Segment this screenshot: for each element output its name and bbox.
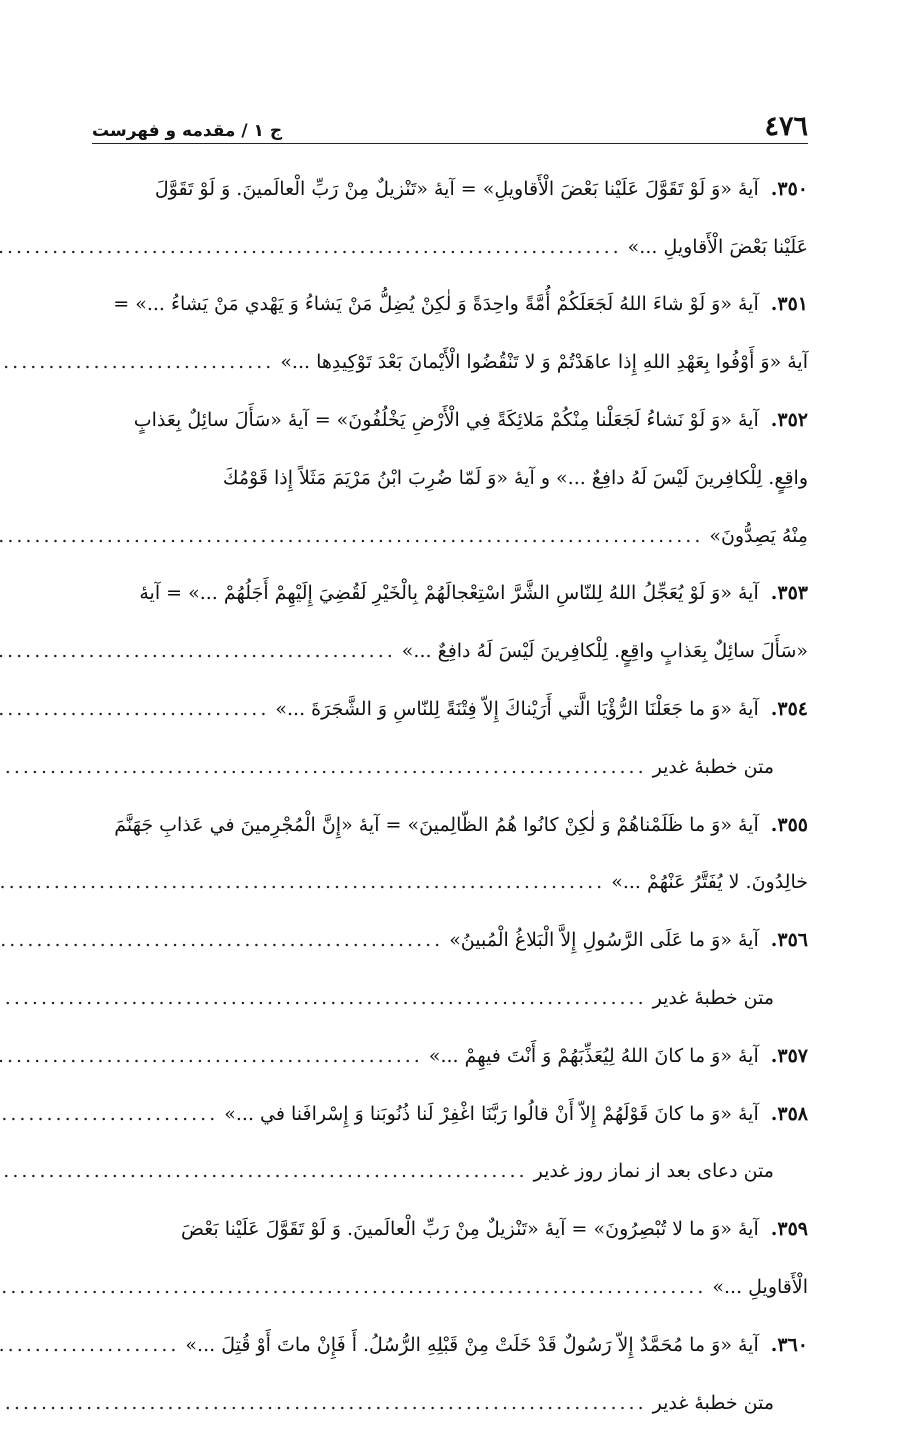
running-head: ج ١ / مقدمه و فهرست <box>92 121 283 141</box>
toc-line <box>92 680 808 738</box>
entry-number: ٣٥٣. <box>770 582 808 605</box>
dot-leader <box>0 871 605 893</box>
toc-line <box>92 796 808 854</box>
dot-leader <box>0 525 703 547</box>
toc-entry <box>92 969 808 1027</box>
toc-line <box>92 565 808 623</box>
entry-text: خالِدُونَ. لا يُفَتَّرُ عَنْهُمْ ...» <box>611 871 808 894</box>
toc-entry <box>92 738 808 796</box>
toc-entry <box>92 1200 808 1316</box>
table-of-contents <box>92 160 808 1432</box>
toc-line <box>92 1374 808 1432</box>
toc-line <box>92 333 808 391</box>
entry-number: ٣٥٧. <box>770 1044 808 1067</box>
entry-text: عَلَيْنا بَعْضَ الْأَقاويلِ ...» <box>627 235 808 258</box>
entry-text: متن خطبهٔ غدير <box>652 987 774 1010</box>
page-header <box>92 96 808 140</box>
dot-leader <box>0 640 396 662</box>
toc-line <box>92 1085 808 1143</box>
toc-entry <box>92 1085 808 1143</box>
toc-line <box>92 160 808 218</box>
toc-line <box>92 854 808 912</box>
header-rule <box>92 143 808 144</box>
entry-text: آیهٔ «وَ أَوْفُوا بِعَهْدِ اللهِ إِذا عاهَدْتُمْ وَ لا تَنْقُضُوا الْأَيْمانَ بَعْدَ تَوْكِيدِها ...» <box>280 351 808 374</box>
toc-entry <box>92 1027 808 1085</box>
entry-text: آیهٔ «وَ ما لا تُبْصِرُونَ» = آیهٔ «تَنْزيلٌ مِنْ رَبِّ الْعالَمينَ. وَ لَوْ تَقَوَّلَ عَلَيْنا بَعْضَ <box>180 1218 759 1241</box>
toc-line <box>92 507 808 565</box>
toc-line <box>92 1200 808 1258</box>
dot-leader <box>0 1103 218 1125</box>
entry-number: ٣٥٦. <box>770 929 808 952</box>
entry-text: آیهٔ «وَ ما عَلَى الرَّسُولِ إِلاَّ الْبَلاغُ الْمُبينُ» <box>449 929 759 952</box>
dot-leader <box>0 698 269 720</box>
entry-number: ٣٥٩. <box>770 1218 808 1241</box>
dot-leader <box>0 1334 179 1356</box>
toc-entry <box>92 391 808 564</box>
dot-leader <box>0 1392 647 1414</box>
toc-line <box>92 622 808 680</box>
toc-line <box>92 218 808 276</box>
toc-entry <box>92 911 808 969</box>
dot-leader <box>0 1160 528 1182</box>
toc-entry <box>92 1374 808 1432</box>
dot-leader <box>0 987 647 1009</box>
entry-number: ٣٥٠. <box>770 177 808 200</box>
entry-text: آیهٔ «وَ ما جَعَلْنَا الرُّؤْيَا الَّتي أَرَيْناكَ إِلاّ فِتْنَةً لِلنّاسِ وَ الشَّجَرَةَ ...» <box>275 698 759 721</box>
toc-entry <box>92 1316 808 1374</box>
toc-line <box>92 911 808 969</box>
toc-entry <box>92 796 808 912</box>
toc-line <box>92 1143 808 1201</box>
entry-text: «سَأَلَ سائِلٌ بِعَذابٍ واقِعٍ. لِلْكافِرينَ لَيْسَ لَهُ دافِعٌ ...» <box>401 640 808 663</box>
entry-text: آیهٔ «وَ لَوْ يُعَجِّلُ اللهُ لِلنّاسِ الشَّرَّ اسْتِعْجالَهُمْ بِالْخَيْرِ لَقُضِيَ إِلَيْهِمْ أَجَلُهُمْ ...» = آیهٔ <box>139 582 759 605</box>
dot-leader <box>0 1045 423 1067</box>
entry-text: آیهٔ «وَ ما ظَلَمْناهُمْ وَ لٰكِنْ كانُوا هُمُ الظّالِمينَ» = آیهٔ «إِنَّ الْمُجْرِمينَ في عَذابِ جَهَنَّمَ <box>114 813 759 836</box>
toc-line <box>92 1027 808 1085</box>
entry-text: آیهٔ «وَ لَوْ تَقَوَّلَ عَلَيْنا بَعْضَ الْأَقاويلِ» = آیهٔ «تَنْزيلٌ مِنْ رَبِّ الْعالَمينَ. وَ لَوْ تَقَوَّلَ <box>154 177 759 200</box>
entry-text: آیهٔ «وَ ما كانَ اللهُ لِيُعَذِّبَهُمْ وَ أَنْتَ فيهِمْ ...» <box>428 1044 759 1067</box>
entry-text: متن دعای بعد از نماز روز غدير <box>533 1160 774 1183</box>
toc-line <box>92 391 808 449</box>
toc-line <box>92 1258 808 1316</box>
entry-text: آیهٔ «وَ ما مُحَمَّدٌ إِلاّ رَسُولٌ قَدْ خَلَتْ مِنْ قَبْلِهِ الرُّسُلُ. أَ فَإِنْ ماتَ أَوْ قُتِلَ ...» <box>185 1333 759 1356</box>
entry-text: متن خطبهٔ غدير <box>652 1391 774 1414</box>
entry-number: ٣٥٤. <box>770 698 808 721</box>
dot-leader <box>0 236 622 258</box>
toc-entry <box>92 565 808 681</box>
entry-number: ٣٥٥. <box>770 813 808 836</box>
dot-leader <box>0 756 647 778</box>
entry-text: الْأَقاويلِ ...» <box>712 1276 808 1299</box>
toc-line <box>92 969 808 1027</box>
toc-line <box>92 738 808 796</box>
toc-entry <box>92 276 808 392</box>
entry-text: واقِعٍ. لِلْكافِرينَ لَيْسَ لَهُ دافِعٌ ...» و آیهٔ «وَ لَمّا ضُرِبَ ابْنُ مَرْيَمَ مَثَلاً إِذا قَوْمُكَ <box>222 466 808 489</box>
entry-number: ٣٦٠. <box>770 1333 808 1356</box>
entry-text: آیهٔ «وَ لَوْ شاءَ اللهُ لَجَعَلَكُمْ أُمَّةً واحِدَةً وَ لٰكِنْ يُضِلُّ مَنْ يَشاءُ وَ يَهْدي مَنْ يَشاءُ ...» = <box>113 293 759 316</box>
toc-entry <box>92 680 808 738</box>
entry-text: آیهٔ «وَ لَوْ نَشاءُ لَجَعَلْنا مِنْكُمْ مَلائِكَةً فِي الْأَرْضِ يَخْلُفُونَ» = آیهٔ «سَأَلَ سائِلٌ بِعَذابٍ <box>133 409 759 432</box>
dot-leader <box>0 929 443 951</box>
toc-entry <box>92 1143 808 1201</box>
entry-text: آیهٔ «وَ ما كانَ قَوْلَهُمْ إِلاّ أَنْ قالُوا رَبَّنَا اغْفِرْ لَنا ذُنُوبَنا وَ إِسْرافَنا في ...» <box>224 1102 759 1125</box>
toc-line <box>92 449 808 507</box>
entry-number: ٣٥٨. <box>770 1102 808 1125</box>
page-number: ٤٧٦ <box>764 111 808 142</box>
dot-leader <box>0 1276 706 1298</box>
toc-line <box>92 1316 808 1374</box>
dot-leader <box>0 351 274 373</box>
entry-text: متن خطبهٔ غدير <box>652 755 774 778</box>
entry-number: ٣٥١. <box>770 293 808 316</box>
entry-number: ٣٥٢. <box>770 409 808 432</box>
entry-text: مِنْهُ يَصِدُّونَ» <box>709 524 808 547</box>
toc-line <box>92 276 808 334</box>
toc-entry <box>92 160 808 276</box>
